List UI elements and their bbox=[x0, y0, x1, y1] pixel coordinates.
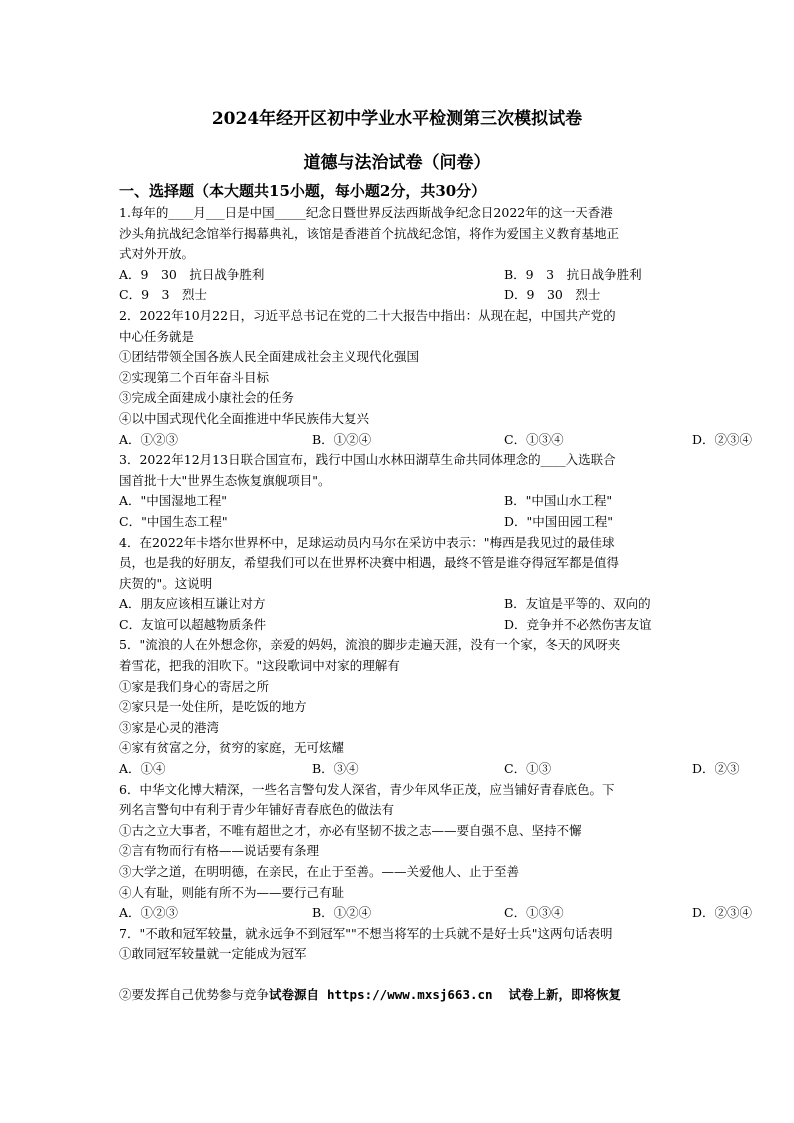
option-b[interactable]: B．"中国山水工程" bbox=[504, 493, 613, 509]
option-row bbox=[119, 903, 753, 924]
option-b[interactable]: B．友谊是平等的、双向的 bbox=[504, 596, 651, 612]
question-text-line: ③完成全面建成小康社会的任务 bbox=[119, 390, 295, 406]
option-a[interactable]: A．①④ bbox=[119, 761, 166, 777]
option-d[interactable]: D．②③④ bbox=[692, 905, 753, 921]
option-a[interactable]: A．"中国湿地工程" bbox=[119, 493, 228, 509]
question-text-line: 庆贺的"。这说明 bbox=[119, 575, 213, 591]
question-stem: 1.每年的____月___日是中国_____纪念日暨世界反法西斯战争纪念日2022年的这一天香港 bbox=[119, 205, 613, 220]
section-heading: 一、选择题（本大题共15小题，每小题2分，共30分） bbox=[119, 182, 487, 200]
option-c[interactable]: C．友谊可以超越物质条件 bbox=[119, 616, 267, 632]
option-row bbox=[119, 265, 679, 286]
option-c[interactable]: C．①③④ bbox=[504, 431, 564, 447]
question-text-line: ①团结带领全国各族人民全面建成社会主义现代化强国 bbox=[119, 349, 420, 365]
option-a[interactable]: A．朋友应该相互谦让对方 bbox=[119, 596, 266, 612]
footer-source-link[interactable]: https://www.mxsj663.cn bbox=[326, 987, 493, 1002]
question-text-line: ②家只是一处住所，是吃饭的地方 bbox=[119, 699, 307, 715]
footer-note: 试卷上新，即将恢复 bbox=[508, 987, 621, 1002]
question-text-line: 国首批十大"世界生态恢复旗舰项目"。 bbox=[119, 472, 331, 488]
question-text-line: ④人有耻，则能有所不为——要行己有耻 bbox=[119, 884, 345, 900]
option-row bbox=[119, 285, 679, 306]
question-text-line: ②实现第二个百年奋斗目标 bbox=[119, 369, 270, 385]
question-text-line: ③家是心灵的港湾 bbox=[119, 719, 220, 735]
option-c[interactable]: C．①③ bbox=[504, 761, 552, 777]
option-a[interactable]: A．①②③ bbox=[119, 431, 179, 447]
question-text-line: ④家有贫富之分，贫穷的家庭，无可炫耀 bbox=[119, 740, 345, 756]
question-text-line: 沙头角抗战纪念馆举行揭幕典礼，该馆是香港首个抗战纪念馆，将作为爱国主义教育基地正 bbox=[119, 225, 620, 241]
question-text-line: 式对外开放。 bbox=[119, 246, 195, 262]
question-stem: 6．中华文化博大精深，一些名言警句发人深省，青少年风华正茂，应当铺好青春底色。下 bbox=[119, 781, 615, 797]
question-item bbox=[119, 203, 679, 306]
question-item bbox=[119, 635, 740, 779]
option-c[interactable]: C．①③④ bbox=[504, 905, 564, 921]
footer-source-label: 试卷源自 bbox=[269, 987, 320, 1002]
option-b[interactable]: B．9 3 抗日战争胜利 bbox=[504, 266, 642, 282]
question-text-line: ③大学之道，在明明德，在亲民，在止于至善。——关爱他人、止于至善 bbox=[119, 864, 520, 879]
option-row bbox=[119, 759, 740, 780]
option-row bbox=[119, 512, 679, 533]
question-stem: 7．"不敢和冠军较量，就永远争不到冠军""不想当将军的士兵就不是好士兵"这两句话表明 bbox=[119, 925, 613, 941]
question-text-line: ①家是我们身心的寄居之所 bbox=[119, 678, 270, 694]
question-stem: 2．2022年10月22日，习近平总书记在党的二十大报告中指出：从现在起，中国共产党的 bbox=[119, 307, 616, 323]
option-d[interactable]: D．9 30 烈士 bbox=[504, 287, 601, 303]
question-stem: 4．在2022年卡塔尔世界杯中，足球运动员内马尔在采访中表示："梅西是我见过的最佳球 bbox=[119, 534, 615, 550]
question-item bbox=[119, 924, 679, 965]
question-text-line: ④以中国式现代化全面推进中华民族伟大复兴 bbox=[119, 410, 370, 426]
option-b[interactable]: B．①②④ bbox=[312, 905, 372, 921]
option-row bbox=[119, 594, 679, 615]
option-b[interactable]: B．③④ bbox=[312, 761, 359, 777]
option-d[interactable]: D．②③④ bbox=[692, 431, 753, 447]
question-text-line: 列名言警句中有利于青少年铺好青春底色的做法有 bbox=[119, 802, 395, 818]
option-c[interactable]: C．9 3 烈士 bbox=[119, 287, 207, 303]
option-row bbox=[119, 491, 679, 512]
question-item bbox=[119, 533, 679, 636]
question-item bbox=[119, 780, 753, 924]
option-c[interactable]: C．"中国生态工程" bbox=[119, 513, 228, 529]
option-row bbox=[119, 430, 753, 451]
option-a[interactable]: A．9 30 抗日战争胜利 bbox=[119, 266, 265, 282]
option-d[interactable]: D．②③ bbox=[692, 761, 740, 777]
page-footer bbox=[119, 985, 621, 1003]
question-text-line: 中心任务就是 bbox=[119, 328, 195, 344]
question-list bbox=[119, 203, 753, 965]
question-text-line: ②言有物而行有格——说话要有条理 bbox=[119, 843, 320, 859]
question-text-line: 员，也是我的好朋友，希望我们可以在世界杯决赛中相遇，最终不管是谁夺得冠军都是值得 bbox=[119, 555, 620, 571]
option-d[interactable]: D．"中国田园工程" bbox=[504, 513, 614, 529]
option-d[interactable]: D．竞争并不必然伤害友谊 bbox=[504, 616, 652, 632]
question-stem: 5．"流浪的人在外想念你，亲爱的妈妈，流浪的脚步走遍天涯，没有一个家，冬天的风呀夹 bbox=[119, 637, 621, 653]
question-text-line: ①古之立大事者，不唯有超世之才，亦必有坚韧不拔之志——要自强不息、坚持不懈 bbox=[119, 822, 582, 838]
option-a[interactable]: A．①②③ bbox=[119, 905, 179, 921]
footer-text: ②要发挥自己优势参与竞争 bbox=[119, 987, 270, 1002]
option-b[interactable]: B．①②④ bbox=[312, 431, 372, 447]
question-item bbox=[119, 306, 753, 450]
option-row bbox=[119, 615, 679, 636]
question-stem: 3．2022年12月13日联合国宣布，践行中国山水林田湖草生命共同体理念的____入选联合 bbox=[119, 452, 616, 468]
question-item bbox=[119, 450, 679, 532]
exam-title: 2024年经开区初中学业水平检测第三次模拟试卷 bbox=[211, 109, 583, 129]
question-text-line: 着雪花，把我的泪吹下。"这段歌词中对家的理解有 bbox=[119, 658, 400, 674]
exam-subtitle: 道德与法治试卷（问卷） bbox=[303, 153, 491, 173]
question-text-line: ①敢同冠军较量就一定能成为冠军 bbox=[119, 946, 307, 962]
